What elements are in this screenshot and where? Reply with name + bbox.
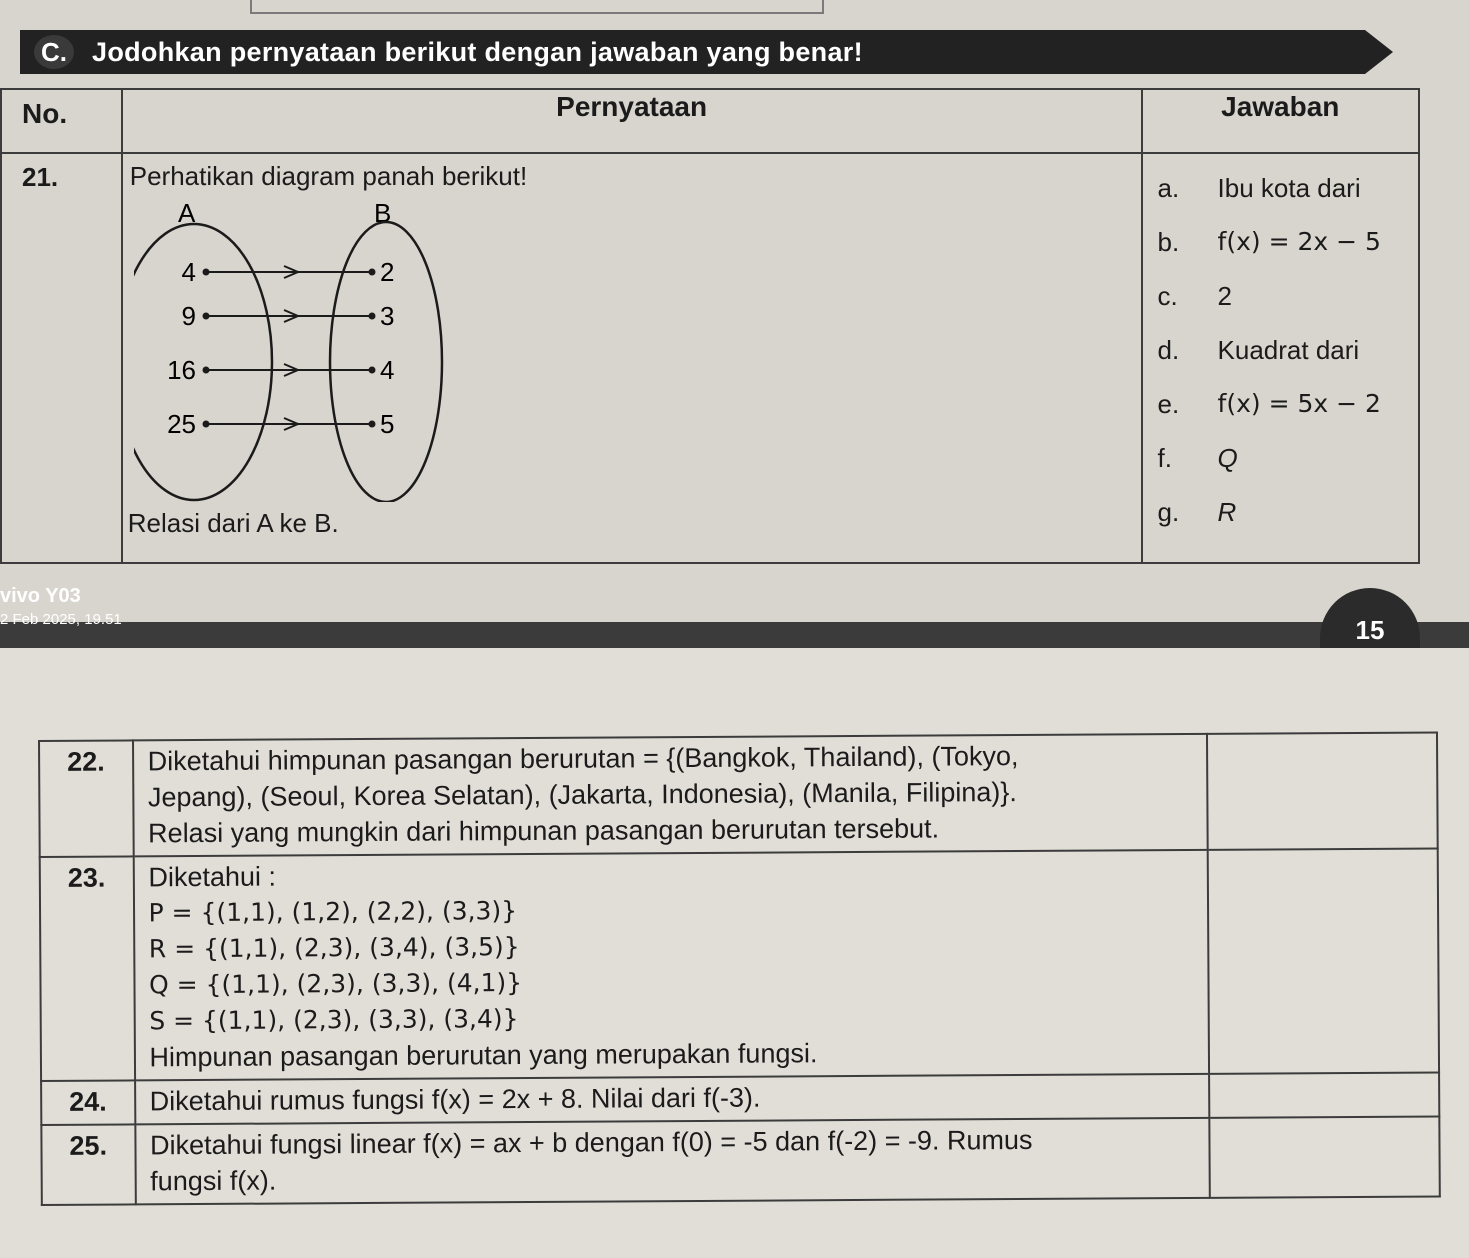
header-statement: Pernyataan (122, 89, 1142, 153)
table-row-23 (40, 848, 1439, 1081)
set-s: S = {(1,1), (2,3), (3,3), (3,4)} (149, 1004, 519, 1036)
camera-model: vivo Y03 (0, 585, 81, 607)
answer-letter: f. (1157, 443, 1172, 473)
set-b-dot (368, 421, 375, 428)
statement-line: Himpunan pasangan berurutan yang merupakan fungsi. (149, 1038, 818, 1073)
answer-item (1158, 487, 1417, 541)
section-letter: C. (34, 35, 74, 69)
statement-cell (122, 153, 1142, 563)
answer-blank[interactable] (1209, 1072, 1439, 1117)
answer-blank[interactable] (1209, 1116, 1440, 1197)
statement-cell (135, 1118, 1210, 1205)
answer-letter: d. (1157, 335, 1180, 365)
matching-table-top (0, 88, 1420, 564)
answer-letter: e. (1157, 389, 1180, 419)
set-p: P = {(1,1), (1,2), (2,2), (3,3)} (148, 896, 518, 928)
photo-date: 2 Feb 2025, 19.51 (0, 611, 122, 628)
statement-line: Diketahui rumus fungsi f(x) = 2x + 8. Nilai dari f(-3). (149, 1082, 761, 1117)
answer-text: R (1217, 497, 1237, 527)
arrow-diagram (134, 192, 534, 502)
answer-item (1158, 379, 1417, 433)
top-frame-line (250, 0, 824, 14)
answer-list (1144, 155, 1417, 541)
set-a-value: 9 (181, 301, 196, 331)
statement-line: Jepang), (Seoul, Korea Selatan), (Jakarta, Indonesia), (Manila, Filipina)}. (147, 777, 1017, 813)
answer-text: Q (1217, 443, 1238, 473)
statement-line: fungsi f(x). (150, 1165, 277, 1197)
row-number: 24. (41, 1080, 135, 1125)
set-a-value: 16 (166, 355, 196, 385)
answer-text: f(x) = 5x − 2 (1217, 389, 1381, 418)
answer-item (1158, 163, 1417, 217)
set-b-value: 4 (379, 355, 395, 385)
answer-blank[interactable] (1208, 848, 1439, 1073)
statement-cell (133, 734, 1208, 857)
set-b-label: B (373, 198, 392, 228)
statement-line: Diketahui himpunan pasangan berurutan = {(Bangkok, Thailand), (Tokyo, (147, 741, 1019, 777)
answer-item (1158, 217, 1417, 271)
answer-item (1158, 325, 1417, 379)
page-number: 15 (1320, 588, 1420, 648)
set-b-value: 2 (379, 257, 395, 287)
answer-text: 2 (1217, 281, 1232, 311)
section-header-bar (20, 30, 1365, 74)
set-a-value: 25 (166, 409, 196, 439)
answer-letter: c. (1157, 281, 1178, 311)
table-header-row (1, 89, 1419, 153)
set-b-dot (368, 313, 375, 320)
answer-item (1158, 271, 1417, 325)
answer-text: Ibu kota dari (1217, 173, 1361, 203)
set-b-value: 3 (379, 301, 395, 331)
diagram-caption: Relasi dari A ke B. (127, 508, 339, 538)
section-title: Jodohkan pernyataan berikut dengan jawaban yang benar! (92, 36, 863, 67)
set-b-value: 5 (379, 409, 395, 439)
set-q: Q = {(1,1), (2,3), (3,3), (4,1)} (148, 968, 523, 1000)
set-a-label: A (177, 198, 196, 228)
photo-stamp (0, 584, 122, 632)
row-number: 25. (41, 1124, 135, 1205)
table-row-25 (41, 1116, 1439, 1205)
set-r: R = {(1,1), (2,3), (3,4), (3,5)} (148, 932, 520, 964)
set-a-oval (134, 224, 272, 500)
page-edge-strip (0, 622, 1469, 648)
row-number: 22. (39, 740, 133, 857)
statement-line: Diketahui fungsi linear f(x) = ax + b dengan f(0) = -5 dan f(-2) = -9. Rumus (149, 1124, 1033, 1161)
set-b-dot (368, 367, 375, 374)
table-row-22 (39, 732, 1438, 857)
set-b-dot (368, 269, 375, 276)
answer-text: f(x) = 2x − 5 (1217, 227, 1381, 256)
row-number: 23. (40, 856, 135, 1081)
set-a-value: 4 (181, 257, 196, 287)
answer-item (1158, 433, 1417, 487)
arrow-diagram-svg (134, 192, 534, 502)
statement-cell (133, 850, 1209, 1081)
header-answer: Jawaban (1142, 89, 1419, 153)
statement-cell (135, 1074, 1210, 1125)
answer-cell (1142, 153, 1419, 563)
matching-table-bottom (38, 731, 1441, 1206)
row-number: 21. (1, 153, 122, 563)
table-row-21 (1, 153, 1419, 563)
answer-letter: a. (1157, 173, 1180, 203)
header-no: No. (1, 89, 122, 153)
answer-blank[interactable] (1207, 732, 1438, 849)
statement-line: Diketahui : (148, 861, 277, 893)
answer-text: Kuadrat dari (1217, 335, 1360, 365)
answer-letter: g. (1157, 497, 1180, 527)
statement-text: Perhatikan diagram panah berikut! (129, 161, 528, 191)
answer-letter: b. (1157, 227, 1180, 257)
statement-line: Relasi yang mungkin dari himpunan pasangan berurutan tersebut. (148, 813, 940, 849)
